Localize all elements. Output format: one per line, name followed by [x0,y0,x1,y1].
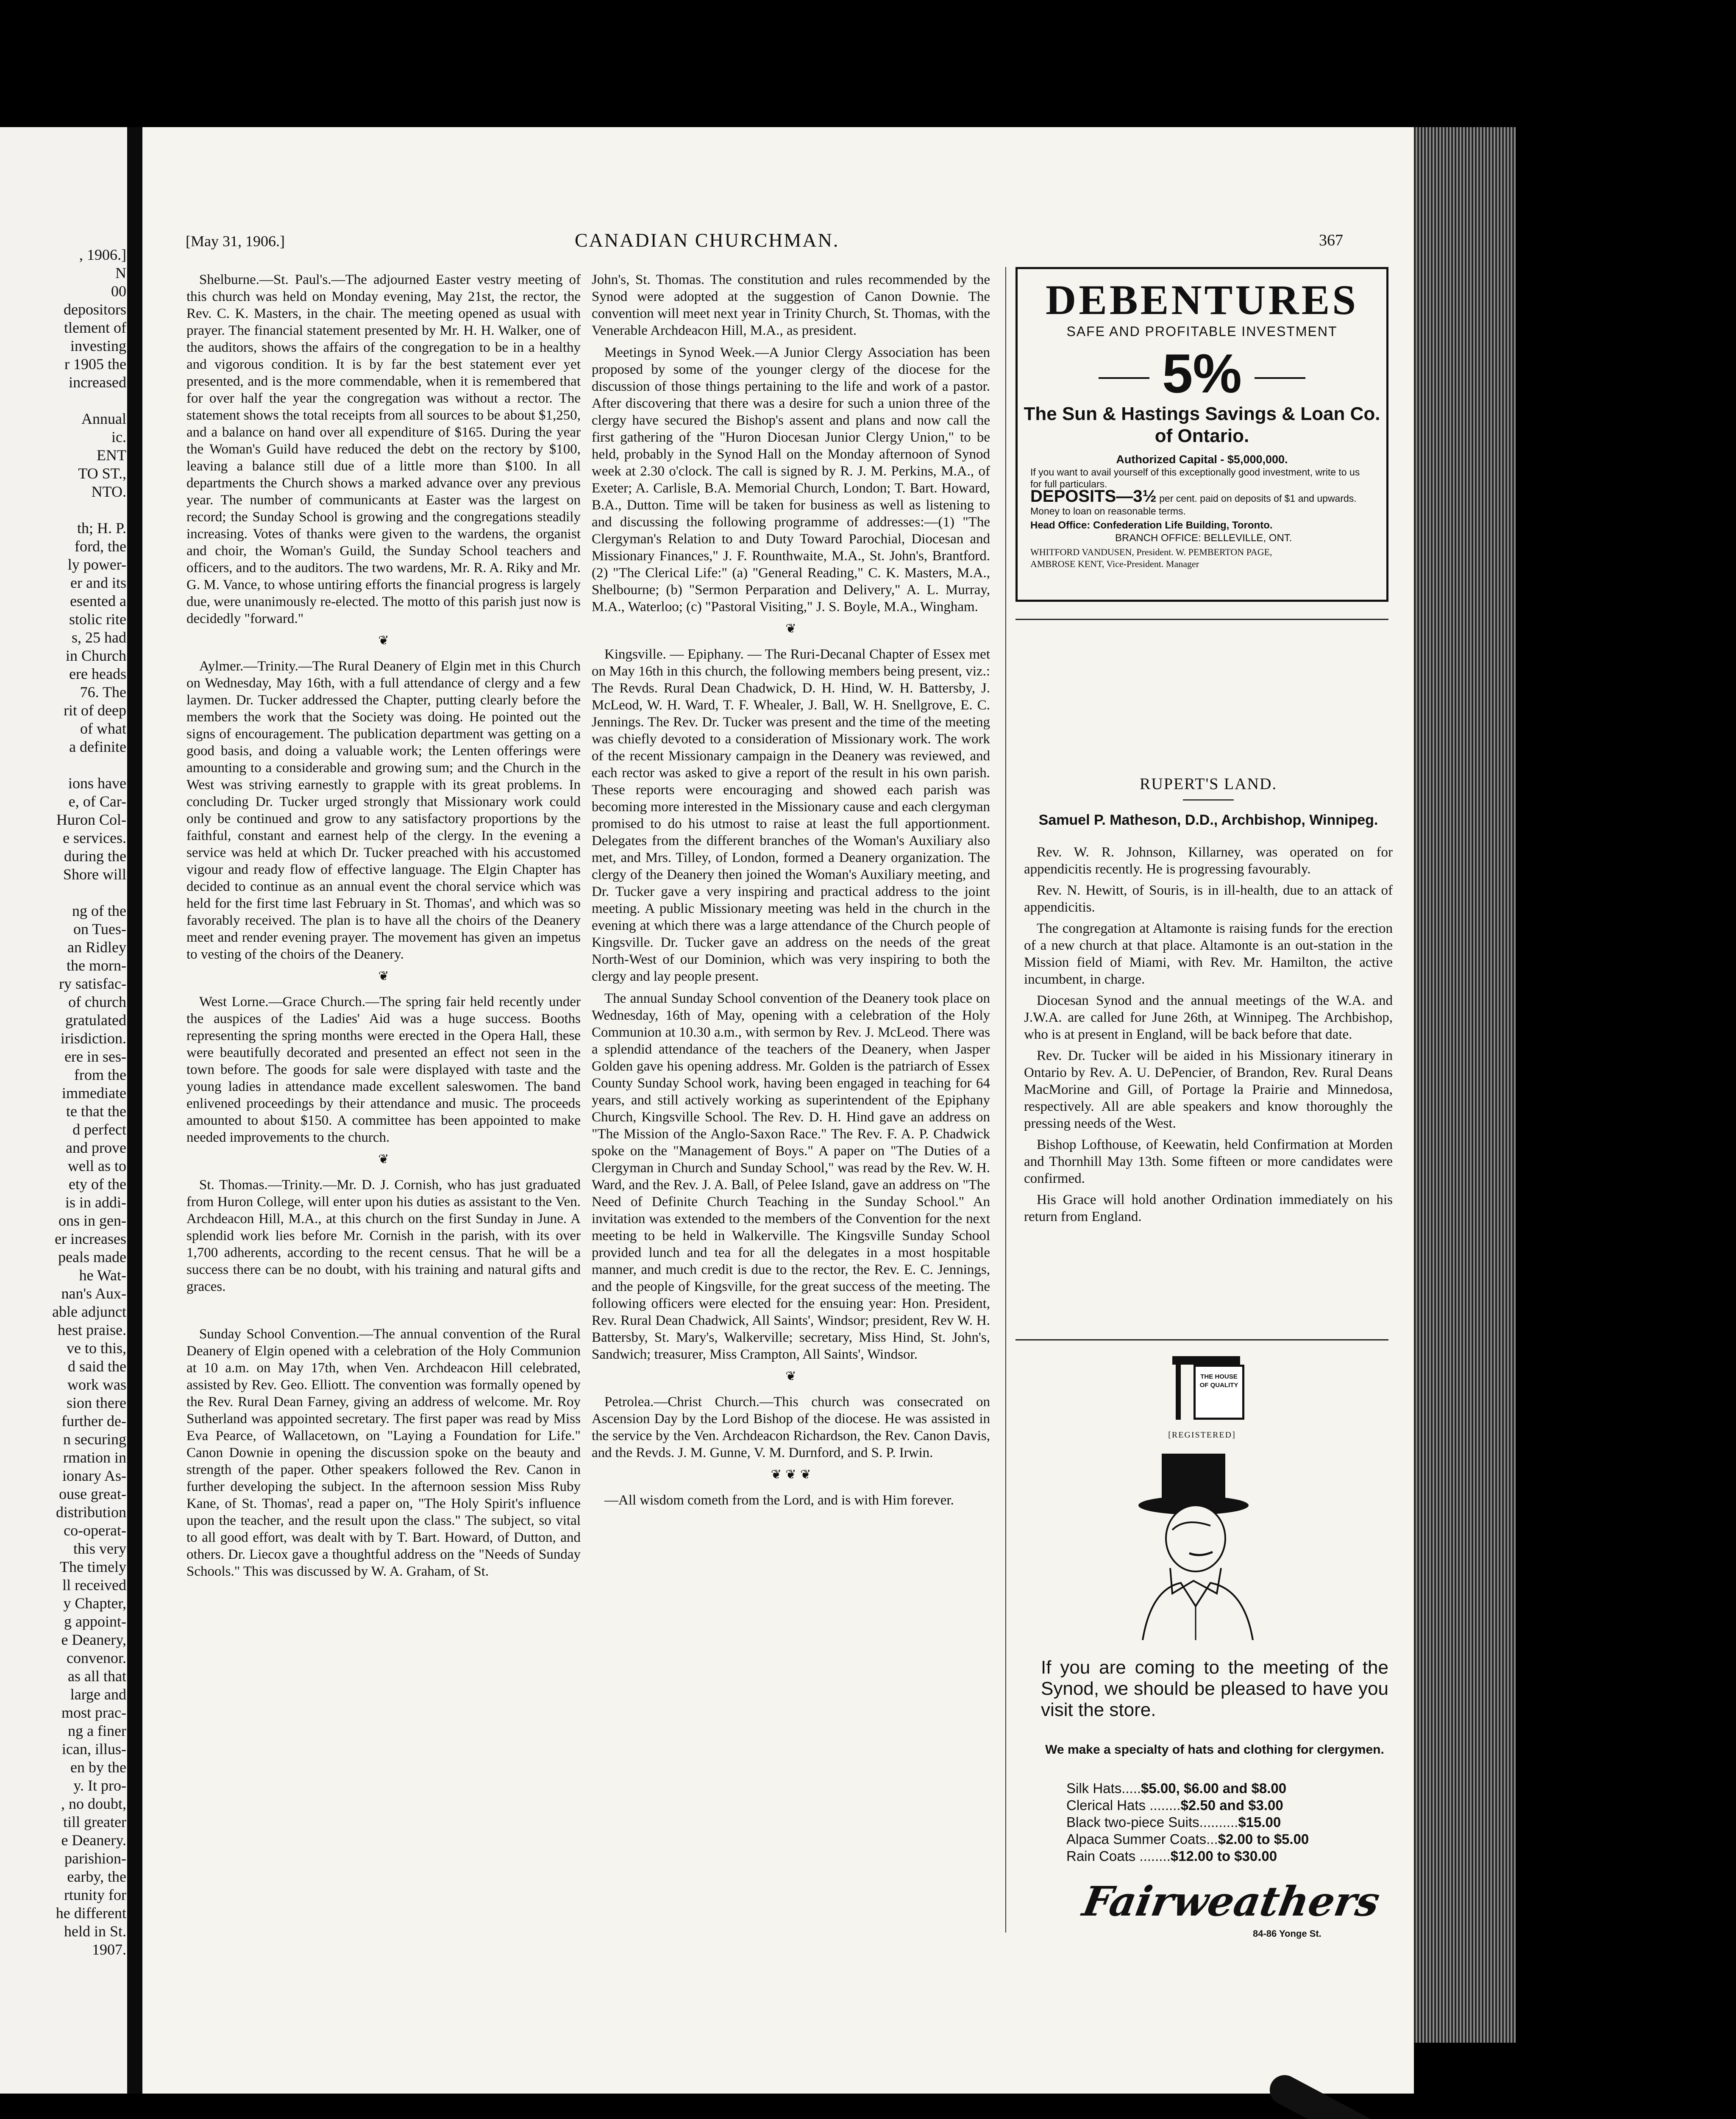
price-row [1066,1780,1372,1797]
fragment-line: from the [74,1066,126,1083]
fragment-line: ionary As- [62,1467,126,1484]
fragment-line: n securing [63,1431,126,1448]
fragment-line: during the [64,848,126,865]
price-value: $15.00 [1238,1814,1281,1830]
separator-ornament-triple: ❦ ❦ ❦ [771,1467,811,1482]
separator-ornament: ❦ [378,633,389,648]
book-edge-shadow [1516,127,1736,2094]
news-item: Rev. W. R. Johnson, Killarney, was operated on for appendicitis recently. He is progressing favourably. [1024,845,1393,877]
fragment-line: y Chapter, [63,1595,126,1612]
fragment-line: ng a finer [68,1722,126,1739]
fragment-line: N [115,264,126,281]
ad-headline: DEBENTURES [1046,276,1358,323]
registered-mark: [REGISTERED] [1168,1430,1236,1440]
fragment-line: of what [80,720,126,737]
fragment-line: most prac- [61,1704,126,1721]
fragment-line: irisdiction. [61,1030,126,1047]
fragment-line: and prove [66,1139,126,1156]
fragment-line: increased [69,374,126,391]
book-page-edges [1414,127,1516,2043]
masthead-title: CANADIAN CHURCHMAN. [575,229,840,251]
fragment-line: er increases [55,1230,126,1247]
film-border-bottom [0,2094,1736,2119]
article-kingsville: Kingsville. — Epiphany. — The Ruri-Decanal Chapter of Essex met on May 16th in this church, the following members being present, viz.: The Revds. Rural Dean Chadwick, D. H. Hind, W. H. Battersby, J. McLeod, W. H. Ward, T. F. Whealer, J. Ball, W. H. Snellgrove, E. C. Jennings. The Rev. Dr. Tucker was present and the time of the meeting was chiefly devoted to a consideration of Missionary work. The work of the recent Missionary campaign in the Deanery was reviewed, and each rector was asked to give a report of the result in his own parish. These reports were encouraging and showed each parish was becoming more interested in the Missionary cause and each clergyman promised to do his utmost to raise at least the full apportionment. Delegates from the different branches of the Woman's Auxiliary also met, and Mrs. Tilley, of London, formed a Deanery organization. The clergy of the Deanery then joined the Woman's Auxiliary meeting, and Dr. Tucker gave a very inspiring and practical address to the joint meeting. A public Missionary meeting was held in the church in the evening at which there was a large attendance of the Church people of Kingsville. Dr. Tucker gave an address on the needs of the great North-West of our Dominion, which was very inspiring to both the clergy and lay people present. [592,647,990,984]
fragment-line: ford, the [75,538,126,555]
fragment-line: distribution [56,1504,126,1521]
fragment-line: ic. [111,428,126,445]
fragment-line [3,501,126,519]
fragment-line: gratulated [65,1012,126,1029]
fragment-line: e services. [63,829,126,846]
fragment-line: an Ridley [67,939,126,956]
fragment-text-column [3,246,126,1959]
fragment-line: rmation in [63,1449,126,1466]
page-gutter [127,127,142,2094]
fragment-line: ican, illus- [62,1741,126,1757]
price-item: Rain Coats ........ [1066,1848,1171,1864]
company-name-line2: of Ontario. [1155,425,1249,446]
fragment-line: convenor. [67,1649,126,1666]
news-item: The congregation at Altamonte is raising funds for the erection of a new church at that place. Altamonte is an out-station in the Mission field of Miami, with Rev. Mr. Hamilton, the active incumbent, in charge. [1024,921,1393,987]
fragment-line: he Wat- [79,1267,126,1284]
page-number: 367 [1319,231,1343,249]
column-1 [186,271,581,1585]
price-list [1066,1780,1372,1865]
news-item: Diocesan Synod and the annual meetings of the W.A. and J.W.A. are called for June 26th, at Winnipeg. The Archbishop, who is at present in England, will be back before that date. [1024,993,1393,1042]
fragment-line: earby, the [67,1868,126,1885]
article-sunday-school-convention: Sunday School Convention.—The annual convention of the Rural Deanery of Elgin opened with a celebration of the Holy Communion at 10 a.m. on May 17th, when Ven. Archdeacon Hill celebrated, assisted by Rev. Geo. Elliott. The convention was formally opened by the Rev. Rural Dean Farney, giving an address of welcome. Mr. Roy Sutherland was appointed secretary. The first paper was read by Miss Eva Pearce, of Wallacetown, on "Laying a Foundation for Life." Canon Downie in opening the discussion spoke on the beauty and strength of the paper. Other speakers followed the Rev. Canon in further developing the subject. In the afternoon session Miss Ruby Kane, of St. Thomas', read a paper on, "The Holy Spirit's influence upon the teacher, and the result upon the class." The subject, so vital to all good effort, was dealt with by T. Bart. Howard, of Dutton, and others. Dr. Liecox gave a thoughtful address on the "Needs of Sunday Schools." This was discussed by W. A. Graham, of St. [186,1326,581,1579]
ad-invitation: If you want to avail yourself of this exceptionally good investment, write to us for full particulars. [1030,467,1360,489]
fragment-line: en by the [70,1759,126,1776]
fragment-line: on Tues- [73,920,126,937]
article-west-lorne: West Lorne.—Grace Church.—The spring fair held recently under the auspices of the Ladies' Aid was a huge success. Booths representing the spring months were erected in the Opera Hall, these were beautifully decorated and presented an effect not seen in the town before. The goods for sale were displayed with taste and the young ladies in attendance made excellent saleswomen. The band enlivened proceedings by their attendance and music. The proceeds amounted to about $150. A committee has been appointed to make needed improvements to the church. [186,994,581,1145]
column-rule [1005,267,1006,1933]
fragment-line: g appoint- [64,1613,126,1630]
fragment-line: 1907. [92,1941,126,1958]
separator-ornament: ❦ [785,621,796,636]
fragment-line [3,756,126,774]
gentleman-top-hat-illustration [1126,1454,1270,1640]
fragment-line: ions have [68,775,126,792]
interest-rate: 5% [1018,344,1386,403]
section-rule [1015,1339,1388,1340]
price-item: Black two-piece Suits.......... [1066,1814,1238,1830]
store-address: 84-86 Yonge St. [1253,1928,1321,1939]
ad-copy: If you are coming to the meeting of the Synod, we should be pleased to have you visit the store. [1041,1657,1388,1720]
film-border-top [0,0,1736,127]
fragment-line: r 1905 the [64,356,126,373]
separator-ornament: ❦ [378,1152,389,1167]
fairweathers-advertisement [1015,1348,1388,1971]
news-items [1024,844,1393,1225]
house-of-quality-sign: THE HOUSE OF QUALITY [1194,1365,1244,1420]
section-rule [1015,619,1388,620]
fragment-line: work was [67,1376,126,1393]
fragment-line: 76. The [80,684,126,701]
fragment-line: the morn- [67,957,126,974]
fragment-line: tlement of [64,319,126,336]
fragment-line: e, of Car- [68,793,126,810]
fragment-line: ouse great- [59,1485,126,1502]
fragment-line: th; H. P. [77,520,126,537]
fragment-line: this very [73,1540,126,1557]
price-item: Clerical Hats ........ [1066,1797,1181,1813]
bishop-name: Samuel P. Matheson, D.D., Archbishop, Winnipeg. [1038,812,1378,828]
fragment-line: d perfect [72,1121,126,1138]
fragment-line: held in St. [64,1923,126,1940]
fragment-line: he different [56,1905,126,1922]
fragment-line: Shore will [63,866,126,883]
fragment-line: as all that [68,1668,126,1685]
separator-ornament: ❦ [785,1369,796,1384]
fragment-line: ry satisfac- [59,975,126,992]
fragment-line: e Deanery, [61,1631,126,1648]
price-item: Alpaca Summer Coats... [1066,1831,1218,1847]
price-value: $12.00 to $30.00 [1170,1848,1277,1864]
fragment-line: peals made [58,1249,126,1265]
fragment-line: esented a [70,592,126,609]
fragment-line [3,392,126,410]
header-date: [May 31, 1906.] [186,233,285,250]
fragment-line: ly power- [67,556,126,573]
price-value: $2.50 and $3.00 [1180,1797,1283,1813]
fragment-line: parishion- [64,1850,126,1867]
fragment-line: e Deanery. [61,1832,126,1849]
deposits-line: DEPOSITS—3½ per cent. paid on deposits of $1 and upwards. Money to loan on reasonable terms. [1030,487,1357,517]
fragment-line: ere heads [69,665,126,682]
specialty-line: We make a specialty of hats and clothing for clergymen. [1045,1743,1384,1757]
closing-quote: —All wisdom cometh from the Lord, and is with Him forever. [604,1493,954,1508]
fragment-line: ere in ses- [64,1048,126,1065]
fragment-line: till greater [63,1813,126,1830]
price-value: $2.00 to $5.00 [1218,1831,1309,1847]
fragment-line: NTO. [91,483,126,500]
column-2 [592,271,990,1514]
fragment-line: rtunity for [64,1886,126,1903]
article-petrolea: Petrolea.—Christ Church.—This church was consecrated on Ascension Day by the Lord Bishop of the diocese. He was assisted in the service by the Ven. Archdeacon Richardson, the Rev. Canon Davis, and the Revds. J. M. Gunne, V. M. Durnford, and S. P. Irwin. [592,1394,990,1460]
fragment-line: large and [70,1686,126,1703]
fragment-line: , no doubt, [61,1795,126,1812]
fragment-line: depositors [64,301,126,318]
debentures-advertisement [1015,267,1388,602]
fragment-line: a definite [69,738,126,755]
fragment-line: sion there [67,1394,126,1411]
fragment-line: , 1906.] [79,246,126,263]
fragment-line: well as to [68,1157,126,1174]
heading-rule [1183,799,1234,801]
fragment-line: ENT [97,447,126,464]
fragment-line: able adjunct [52,1303,126,1320]
fragment-line: ng of the [72,902,126,919]
article-synod-week: Meetings in Synod Week.—A Junior Clergy Association has been proposed by some of the younger clergy of the diocese for the discussion of those things pertaining to the life and work of a pastor. After discovering that there was a desire for such a union three of the clergy have secured the Bishop's assent and plans and now call the first gathering of the "Huron Diocesan Junior Clergy Union," to be held, probably in the Synod Hall on the Monday afternoon of Synod week at 2.30 o'clock. The call is signed by R. J. M. Perkins, M.A., of Exeter; A. Carlisle, B.A. Memorial Church, London; T. Bart. Howard, B.A., Dutton. Time will be taken for business as well as listening to and discussing the following programme of addresses:—(1) "The Clergyman's Relation to and Duty Toward Parochial, Diocesan and Missionary Finances," J. F. Rounthwaite, M.A., St. John's, Brantford. (2) "The Clerical Life:" (a) "General Reading," C. K. Masters, M.A., Shelbourne; (b) "Sermon Perparation and Delivery," A. L. Murray, M.A., Waterloo; (c) "Pastoral Visiting," J. S. Boyle, M.A., Wingham. [592,345,990,615]
fragment-line: ll received [62,1577,126,1593]
separator-ornament: ❦ [378,969,389,984]
fragment-line: ety of the [69,1176,126,1193]
article-st-thomas: St. Thomas.—Trinity.—Mr. D. J. Cornish, who has just graduated from Huron College, will enter upon his duties as assistant to the Ven. Archdeacon Hill, M.A., at this church on the first Sunday in June. A splendid work lies before Mr. Cornish in the parish, with its over 1,700 adherents, according to the recent census. That he will be a success there can be no doubt, with his training and natural gifts and graces. [186,1177,581,1294]
article-johns-continued: John's, St. Thomas. The constitution and rules recommended by the Synod were adopted at the suggestion of Canon Downie. The convention will meet next year in Trinity Church, St. Thomas, with the Venerable Archdeacon Hill, M.A., as president. [592,272,990,338]
news-item: Rev. Dr. Tucker will be aided in his Missionary itinerary in Ontario by Rev. A. U. DePencier, of Brandon, Rev. Rural Deans MacMorine and Gill, of Portage la Prairie and Minnedosa, respectively. All are able speakers and know thoroughly the pressing needs of the West. [1024,1048,1393,1131]
fragment-line: Annual [81,410,126,427]
fragment-line: d said the [68,1358,126,1375]
news-item: Rev. N. Hewitt, of Souris, is in ill-health, due to an attack of appendicitis. [1024,883,1393,915]
price-row [1066,1848,1372,1865]
fragment-line: hest praise. [58,1321,126,1338]
fragment-line: 00 [111,283,126,300]
fragment-line [3,884,126,902]
price-row [1066,1831,1372,1848]
fragment-line: s, 25 had [72,629,126,646]
article-annual-sunday-school: The annual Sunday School convention of the Deanery took place on Wednesday, 16th of May, opening with a celebration of the Holy Communion at 10.30 a.m., with sermon by Rev. J. McLeod. There was a splendid attendance of the teachers of the Deanery, when Jasper Golden gave his opening address. Mr. Golden is the patriarch of Essex County Sunday School work, having been engaged in teaching for 64 years, and still actively working as superintendent of the Epiphany Church, Kingsville School. The Rev. D. H. Hind gave an address on "The Mission of the Anglo-Saxon Race." The Rev. F. A. P. Chadwick spoke on the "Management of Boys." A paper on "The Duties of a Clergyman in Church and Sunday School," was read by the Rev. W. H. Ward, and the Rev. J. A. Ball, of Pelee Island, gave an address on "The Need of Definite Church Teaching in the Sunday School." An invitation was extended to the members of the Convention for the next meeting to be held in Walkerville. The Kingsville Sunday School provided lunch and tea for all the delegates in a most hospitable manner, and much credit is due to the rector, the Rev. E. C. Jennings, and the people of Kingsville, for the great success of the meeting. The following officers were elected for the ensuing year: Hon. President, Rev. Rural Dean Chadwick, All Saints', Windsor; president, Rev W. H. Battersby, St. Mary's, Walkerville; secretary, Miss Hind, St. John's, Sandwich; treasurer, Miss Crampton, All Saints', Windsor. [592,991,990,1362]
section-heading: RUPERT'S LAND. [1140,775,1277,793]
fragment-line: ons in gen- [58,1212,126,1229]
price-value: $5.00, $6.00 and $8.00 [1141,1780,1287,1796]
fragment-line: is in addi- [65,1194,126,1211]
price-row [1066,1797,1372,1814]
fragment-line: nan's Aux- [61,1285,126,1302]
authorized-capital: Authorized Capital - $5,000,000. [1116,453,1288,466]
head-office: Head Office: Confederation Life Building, Toronto. BRANCH OFFICE: BELLEVILLE, ONT. [1030,520,1292,544]
ruperts-land-section [1024,776,1393,1229]
article-shelburne: Shelburne.—St. Paul's.—The adjourned Easter vestry meeting of this church was held on Monday evening, May 21st, the rector, the Rev. C. K. Masters, in the chair. The meeting opened as usual with prayer. The financial statement presented by Mr. H. H. Walker, one of the auditors, shows the affairs of the congregation to be in a healthy and vigorous condition. It is by far the best statement ever yet presented, and is the more commendable, when it is remembered that for over half the year the congregation was without a rector. The statement shows the total receipts from all sources to be about $1,250, and a balance on hand over all expenditure of $165. During the year the Woman's Guild have reduced the debt on the rectory by $100, leaving a balance still due of a little more than $100. In all departments the Church shows a marked advance over any previous year. The number of communicants at Easter was the largest on record; the Sunday School is growing and the congregations steadily increasing. Votes of thanks were given to the wardens, the organist and choir, the Woman's Guild, the Sunday School teachers and officers, and to the auditors. The two wardens, Mr. R. A. Riky and Mr. G. M. Vance, to whose untiring efforts the financial progress is largely due, were unanimously re-elected. The motto of this parish just now is decidedly "forward." [186,272,581,626]
newspaper-page [142,127,1414,2094]
fairweathers-logo: Fairweathers [1079,1877,1383,1925]
sign-post [1176,1356,1181,1420]
price-row [1066,1814,1372,1831]
fragment-line: immediate [62,1085,126,1101]
company-officers: WHITFORD VANDUSEN, President. W. PEMBERTON PAGE, AMBROSE KENT, Vice-President. Manager [1030,547,1272,569]
fragment-line: of church [68,993,126,1010]
hanging-sign-bracket [1172,1356,1240,1365]
fragment-line: te that the [66,1103,126,1120]
fragment-line: further de- [61,1413,126,1429]
adjacent-page-fragment [0,127,127,2094]
fragment-line: Huron Col- [56,811,126,828]
fragment-line: er and its [70,574,126,591]
fragment-line: rit of deep [64,702,126,719]
fragment-line: ve to this, [67,1340,126,1357]
company-name: The Sun & Hastings Savings & Loan Co. [1024,403,1380,424]
ad-subtitle: SAFE AND PROFITABLE INVESTMENT [1066,324,1338,339]
fragment-line: investing [70,337,126,354]
fragment-line: TO ST., [78,465,126,482]
fragment-line: in Church [66,647,126,664]
fragment-line: co-operat- [64,1522,126,1539]
fragment-line: y. It pro- [73,1777,126,1794]
fragment-line: The timely [60,1558,126,1575]
news-item: Bishop Lofthouse, of Keewatin, held Confirmation at Morden and Thornhill May 13th. Some fifteen or more candidates were confirmed. [1024,1137,1393,1186]
article-aylmer: Aylmer.—Trinity.—The Rural Deanery of Elgin met in this Church on Wednesday, May 16th, with a full attendance of clergy and a few laymen. Dr. Tucker addressed the Chapter, putting clearly before the members the work that the Society was doing. He pointed out the signs of encouragement. The publication department was getting on a good basis, and doing a valuable work; the Lenten offerings were amounting to a considerable and growing sum; and the Church in the West was striving earnestly to grapple with its great problems. In concluding Dr. Tucker urged strongly that Missionary work could only be continued and grow to any satisfactory proportions by the faithful, constant and earnest help of the clergy. In the evening a service was held at which Dr. Tucker preached with his accustomed vigour and ready flow of effective language. The Elgin Chapter has decided to continue as an annual event the choral service which was held for the first time last February in St. Thomas', and which was so favorably received. The plan is to have all the choirs of the Deanery meet and render evening prayer. The movement has given an impetus to vesting of the choirs of the Deanery. [186,659,581,962]
fragment-line: stolic rite [69,611,126,628]
price-item: Silk Hats..... [1066,1780,1141,1796]
news-item: His Grace will hold another Ordination immediately on his return from England. [1024,1192,1393,1224]
